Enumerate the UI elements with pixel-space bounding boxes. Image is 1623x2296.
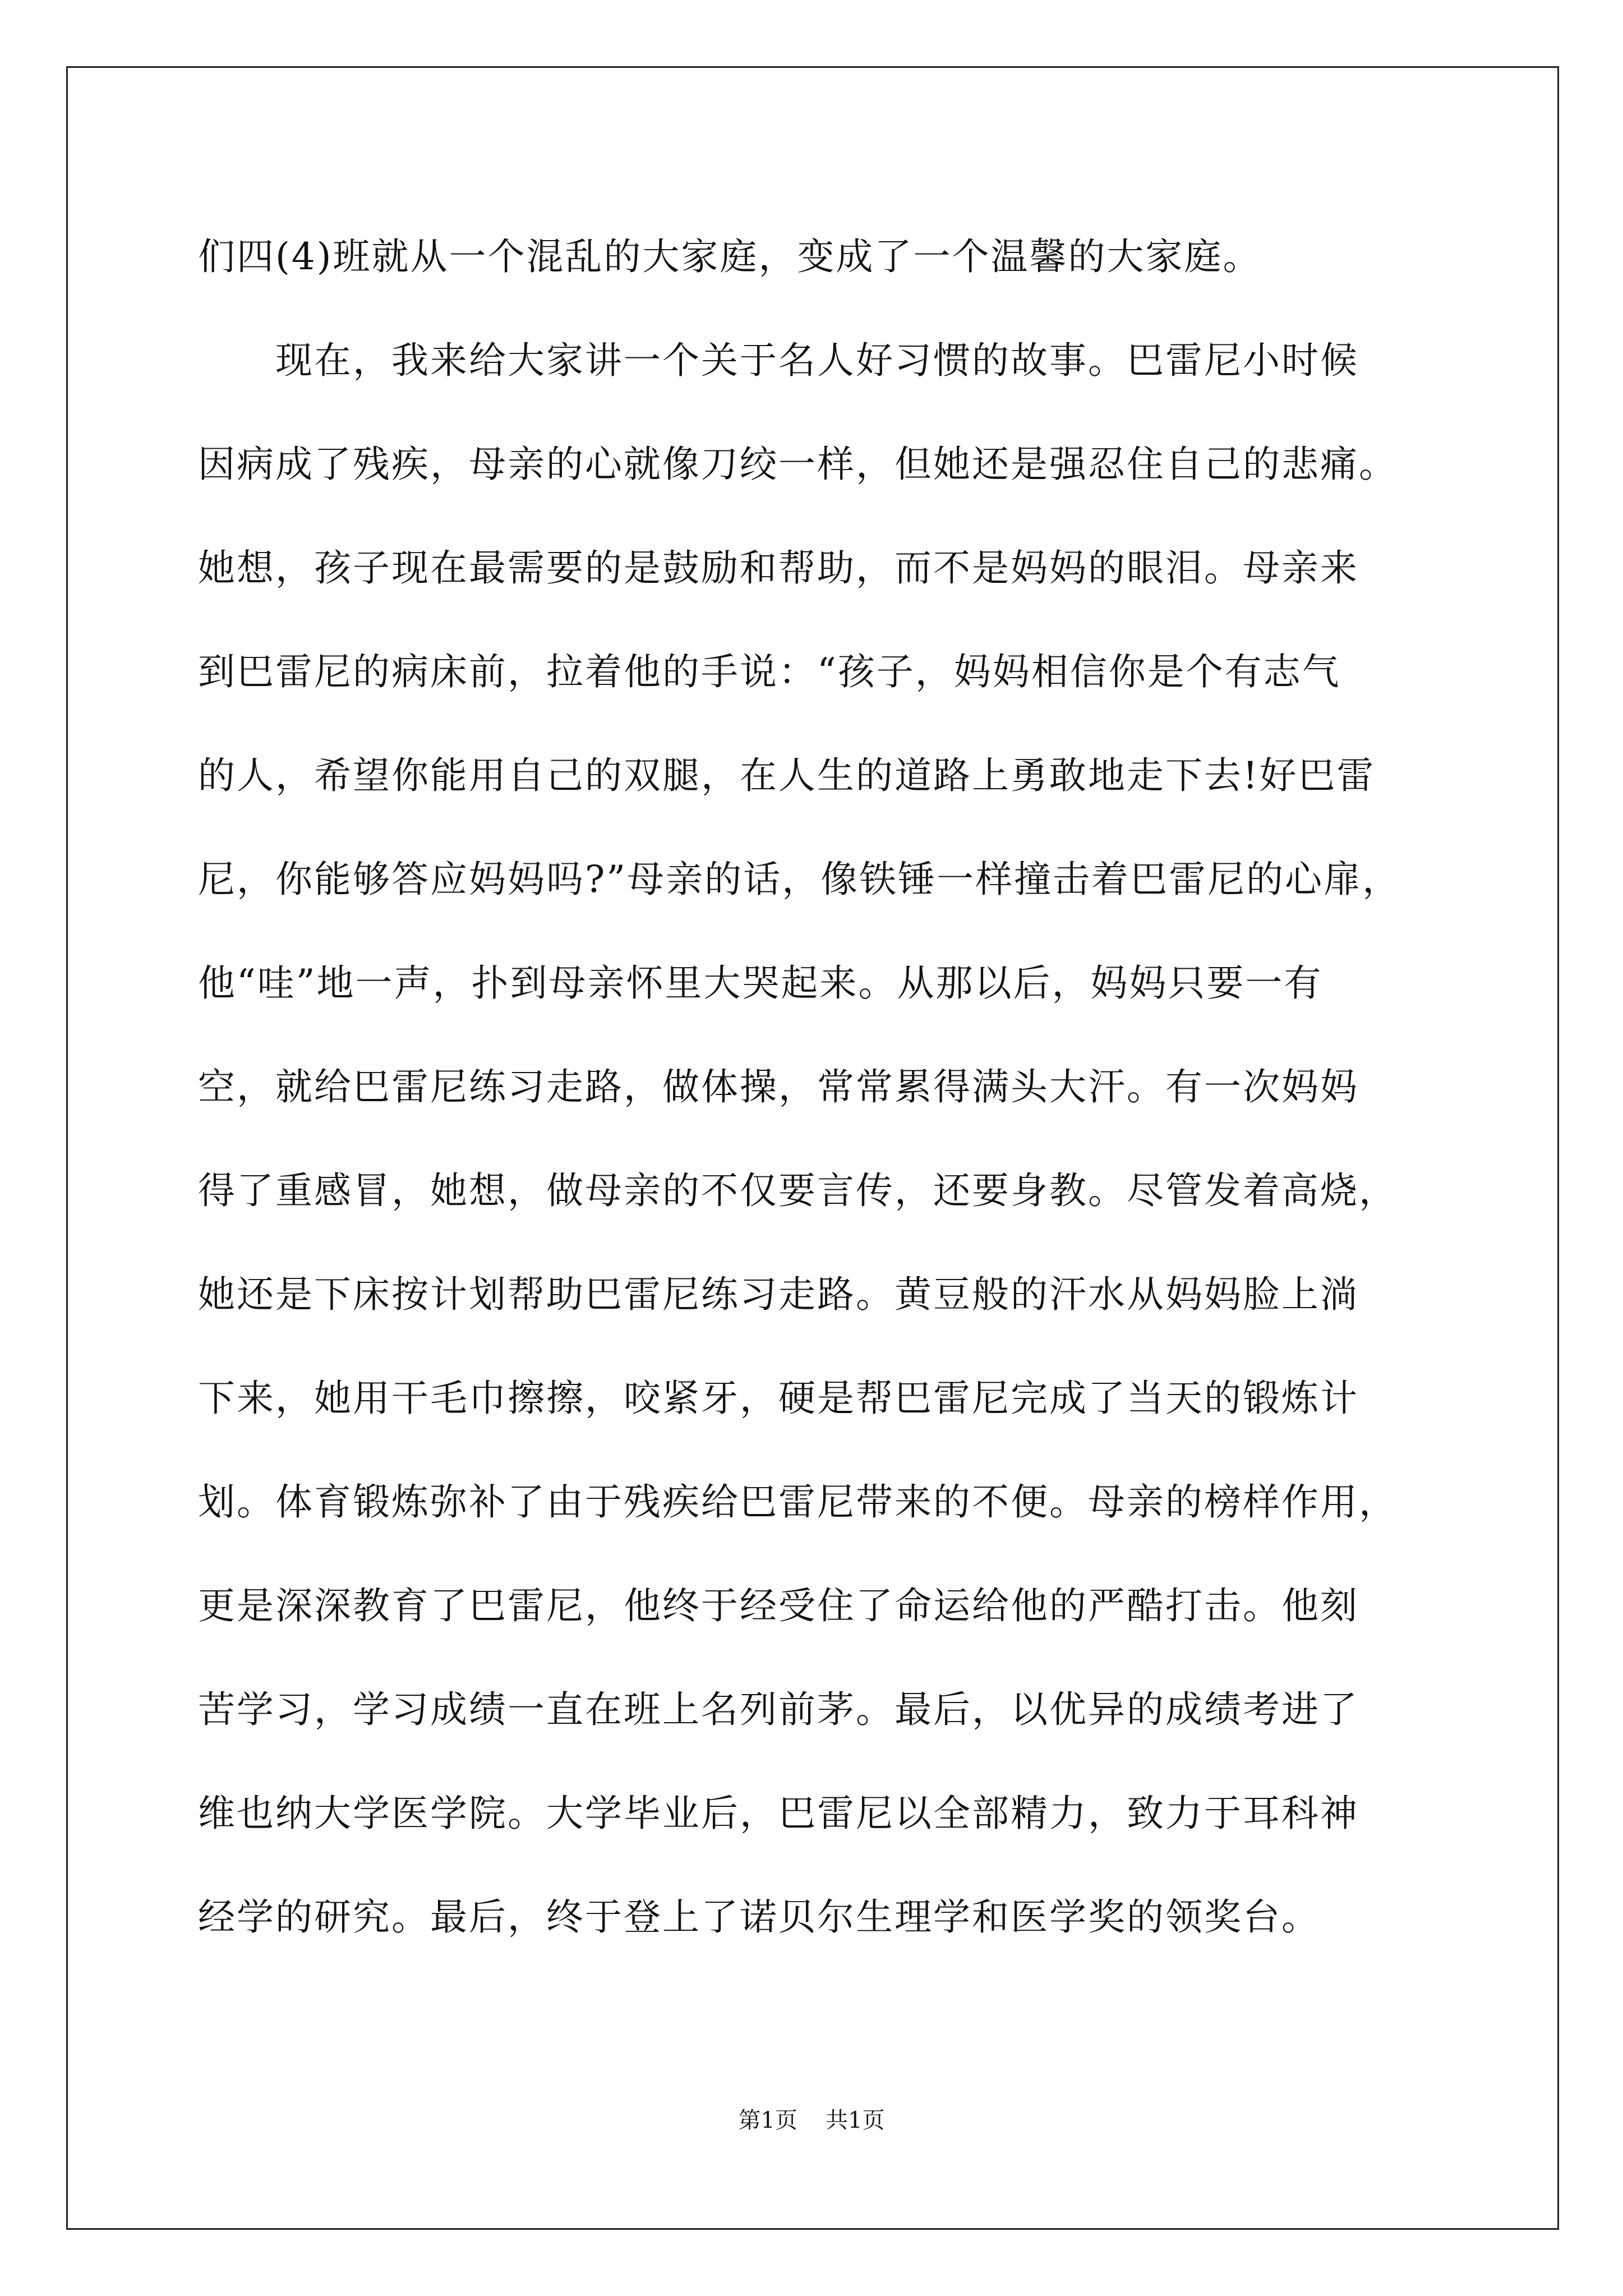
text-line: 经学的研究。最后，终于登上了诺贝尔生理学和医学奖的领奖台。 — [198, 1895, 1320, 1939]
text-line: 维也纳大学医学院。大学毕业后，巴雷尼以全部精力，致力于耳科神 — [198, 1792, 1359, 1835]
text-line: 她想，孩子现在最需要的是鼓励和帮助，而不是妈妈的眼泪。母亲来 — [198, 546, 1359, 590]
text-line: 下来，她用干毛巾擦擦，咬紧牙，硬是帮巴雷尼完成了当天的锻炼计 — [198, 1377, 1359, 1420]
text-line: 们四(4)班就从一个混乱的大家庭，变成了一个温馨的大家庭。 — [198, 235, 1262, 278]
page-number: 第1页 — [738, 2108, 797, 2133]
text-line: 苦学习，学习成绩一直在班上名列前茅。最后，以优异的成绩考进了 — [198, 1688, 1359, 1731]
text-line: 的人，希望你能用自己的双腿，在人生的道路上勇敢地走下去!好巴雷 — [198, 754, 1376, 797]
text-line: 划。体育锻炼弥补了由于残疾给巴雷尼带来的不便。母亲的榜样作用， — [198, 1480, 1398, 1524]
text-line: 更是深深教育了巴雷尼，他终于经受住了命运给他的严酷打击。他刻 — [198, 1584, 1359, 1627]
text-line: 得了重感冒，她想，做母亲的不仅要言传，还要身教。尽管发着高烧， — [198, 1169, 1398, 1212]
text-line: 到巴雷尼的病床前，拉着他的手说：“孩子，妈妈相信你是个有志气 — [198, 650, 1341, 693]
page-footer — [0, 2102, 1623, 2134]
text-line: 她还是下床按计划帮助巴雷尼练习走路。黄豆般的汗水从妈妈脸上淌 — [198, 1273, 1359, 1316]
text-line: 因病成了残疾，母亲的心就像刀绞一样，但她还是强忍住自己的悲痛。 — [198, 443, 1398, 486]
text-line: 尼，你能够答应妈妈吗?”母亲的话，像铁锤一样撞击着巴雷尼的心扉， — [198, 858, 1401, 901]
page-total: 共1页 — [826, 2108, 885, 2133]
document-body — [198, 205, 1477, 1969]
text-line: 现在，我来给大家讲一个关于名人好习惯的故事。巴雷尼小时候 — [198, 339, 1359, 382]
text-line: 他“哇”地一声，扑到母亲怀里大哭起来。从那以后，妈妈只要一有 — [198, 961, 1323, 1005]
text-line: 空，就给巴雷尼练习走路，做体操，常常累得满头大汗。有一次妈妈 — [198, 1065, 1359, 1108]
